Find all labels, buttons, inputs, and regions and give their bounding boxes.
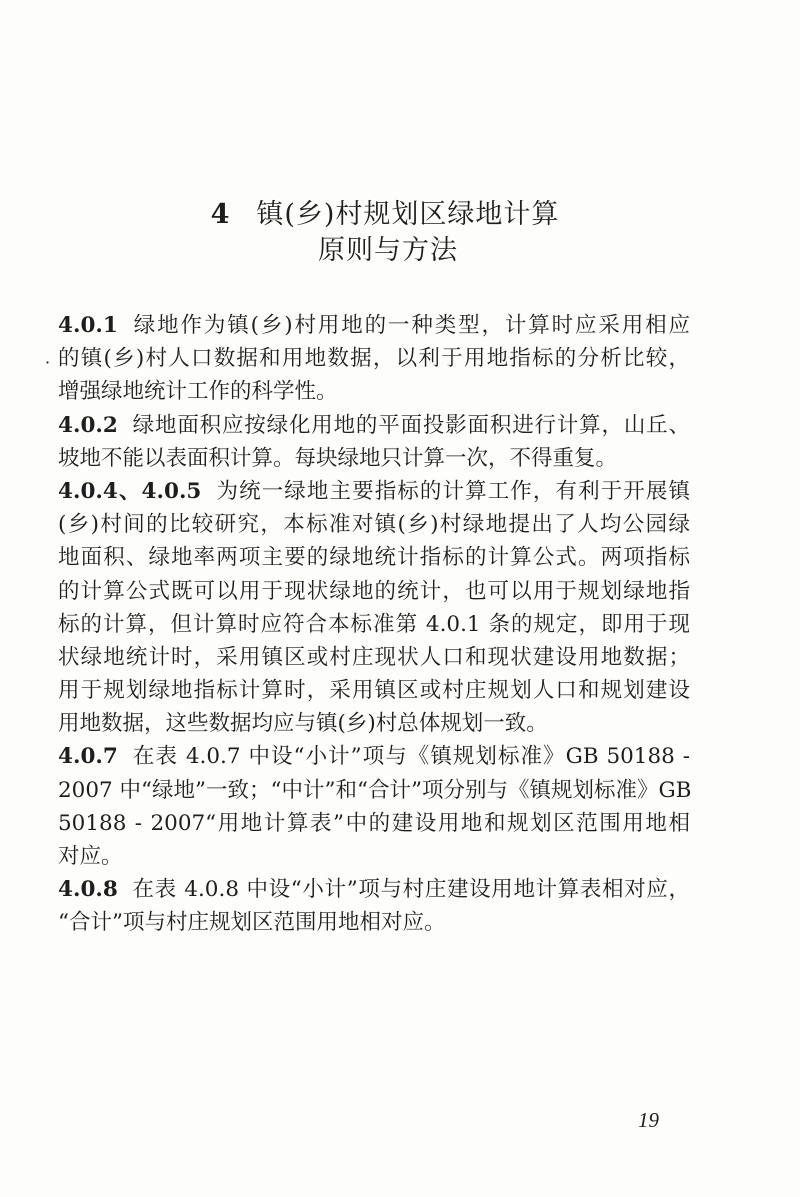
paragraph-line (58, 774, 690, 807)
line-text: 状绿地统计时，采用镇区或村庄现状人口和现状建设用地数据； (58, 644, 690, 670)
paragraph-line (58, 608, 690, 641)
paragraph-line (58, 873, 690, 906)
line-text: 对应。 (58, 844, 123, 869)
chapter-number: 4 (210, 199, 231, 230)
chapter-title-line1: 镇(乡)村规划区绿地计算 (256, 199, 560, 230)
line-text: 绿地作为镇(乡)村用地的一种类型，计算时应采用相应 (131, 313, 690, 338)
paragraph-line (58, 840, 690, 873)
line-text: 用地数据，这些数据均应与镇(乡)村总体规划一致。 (58, 711, 548, 737)
line-text: 在表 4.0.7 中设“小计”项与《镇规划标准》GB 50188 - (131, 744, 690, 770)
line-text: 2007 中“绿地”一致；“中计”和“合计”项分别与《镇规划标准》GB (58, 777, 692, 803)
paragraph-line (58, 740, 690, 773)
chapter-title-line2: 原则与方法 (318, 235, 458, 266)
chapter-title (0, 192, 785, 231)
line-text: 的计算公式既可以用于现状绿地的统计，也可以用于规划绿地指 (58, 578, 690, 604)
line-text: 增强绿地统计工作的科学性。 (58, 379, 338, 405)
paragraph-line (58, 707, 690, 740)
scan-speck: · (45, 353, 51, 372)
clause-number: 4.0.1 (58, 313, 118, 338)
line-text: 地面积、绿地率两项主要的绿地统计指标的计算公式。两项指标 (58, 545, 690, 571)
clause-number: 4.0.7 (58, 744, 118, 770)
line-text: 绿地面积应按绿化用地的平面投影面积进行计算，山丘、 (131, 412, 690, 438)
paragraph-line (58, 309, 690, 342)
paragraph-line (58, 375, 690, 408)
line-text: 的镇(乡)村人口数据和用地数据，以利于用地指标的分析比较， (58, 346, 690, 372)
document-body (58, 309, 690, 940)
paragraph-line (58, 342, 690, 375)
paragraph-line (58, 442, 690, 475)
paragraph-line (58, 674, 690, 707)
line-text: 标的计算，但计算时应符合本标准第 4.0.1 条的规定，即用于现 (58, 611, 690, 637)
line-text: 50188 - 2007“用地计算表”中的建设用地和规划区范围用地相 (58, 810, 690, 836)
paragraph-line (58, 508, 690, 541)
clause-number: 4.0.4、4.0.5 (58, 478, 202, 504)
paragraph-line (58, 409, 690, 442)
clause-number: 4.0.8 (58, 877, 118, 903)
line-text: “合计”项与村庄规划区范围用地相对应。 (58, 910, 446, 936)
line-text: 用于规划绿地指标计算时，采用镇区或村庄规划人口和规划建设 (58, 678, 690, 704)
line-text: 坡地不能以表面积计算。每块绿地只计算一次，不得重复。 (58, 445, 618, 471)
paragraph-line (58, 575, 690, 608)
paragraph-line (58, 475, 690, 508)
paragraph-line (58, 807, 690, 840)
paragraph-line (58, 641, 690, 674)
line-text: 在表 4.0.8 中设“小计”项与村庄建设用地计算表相对应， (131, 877, 690, 903)
line-text: (乡)村间的比较研究，本标准对镇(乡)村绿地提出了人均公园绿 (58, 512, 690, 538)
page-number: 19 (638, 1108, 659, 1132)
line-text: 为统一绿地主要指标的计算工作，有利于开展镇 (215, 478, 690, 504)
paragraph-line (58, 541, 690, 574)
paragraph-line (58, 906, 690, 939)
clause-number: 4.0.2 (58, 412, 118, 438)
